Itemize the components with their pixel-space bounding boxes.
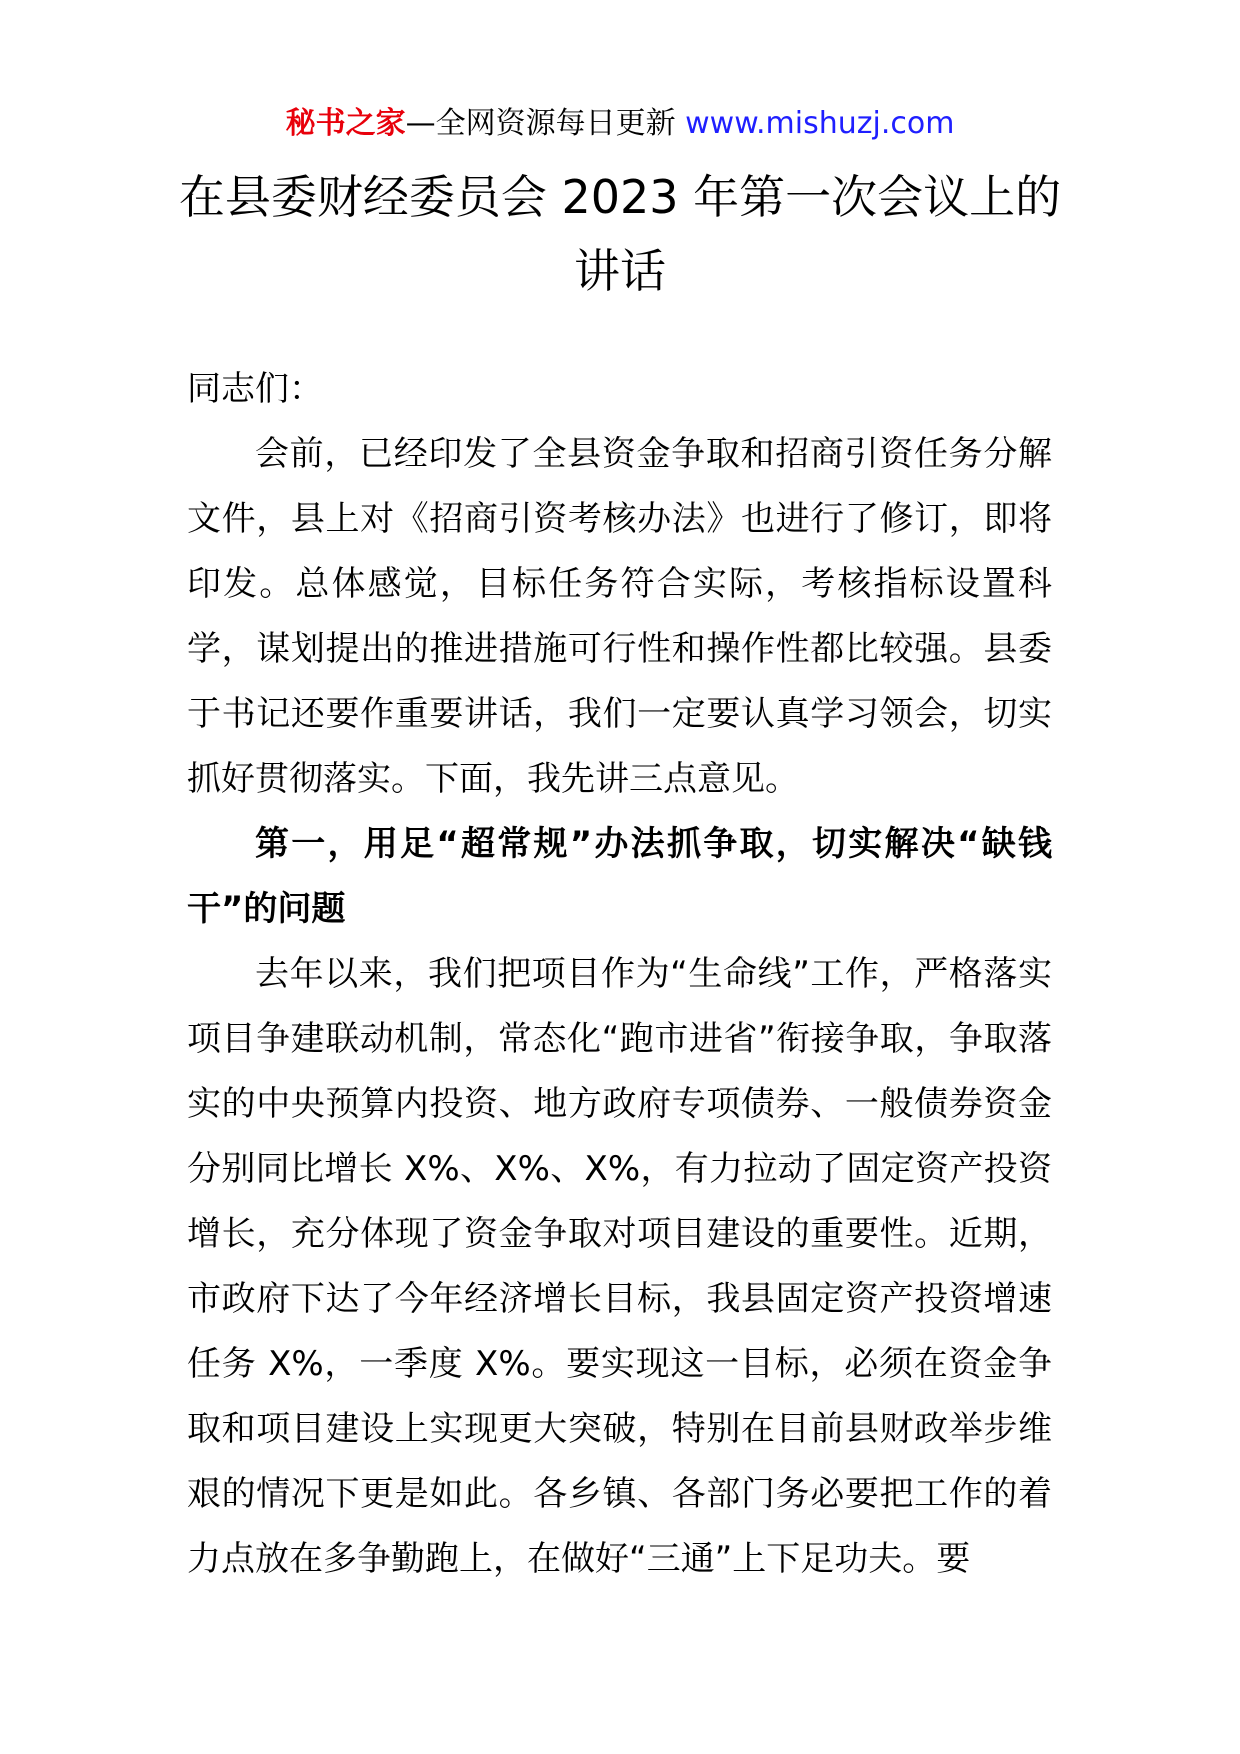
document-body	[187, 357, 1052, 1592]
salutation: 同志们：	[187, 369, 323, 409]
site-name: 秘书之家	[285, 106, 406, 141]
document-title: 在县委财经委员会 2023 年第一次会议上的讲话	[178, 170, 1062, 298]
site-url-link[interactable]: www.mishuzj.com	[685, 106, 955, 141]
paragraph-intro: 会前，已经印发了全县资金争取和招商引资任务分解文件，县上对《招商引资考核办法》也进行了修订，即将印发。总体感觉，目标任务符合实际，考核指标设置科学，谋划提出的推进措施可行性和操作性都比较强。县委于书记还要作重要讲话，我们一定要认真学习领会，切实抓好贯彻落实。下面，我先讲三点意见。	[187, 434, 1052, 799]
site-header	[0, 104, 1240, 144]
paragraph-section-1: 去年以来，我们把项目作为“生命线”工作，严格落实项目争建联动机制，常态化“跑市进省”衔接争取，争取落实的中央预算内投资、地方政府专项债券、一般债券资金分别同比增长 X%、X%、X%，有力拉动了固定资产投资增长，充分体现了资金争取对项目建设的重要性。近期，市政府下达了今年经济增长目标，我县固定资产投资增速任务 X%，一季度 X%。要实现这一目标，必须在资金争取和项目建设上实现更大突破，特别在目前县财政举步维艰的情况下更是如此。各乡镇、各部门务必要把工作的着力点放在多争勤跑上，在做好“三通”上下足功夫。要	[187, 954, 1052, 1579]
section-heading-1: 第一，用足“超常规”办法抓争取，切实解决“缺钱干”的问题	[187, 824, 1052, 929]
site-tagline: —全网资源每日更新	[405, 106, 676, 141]
